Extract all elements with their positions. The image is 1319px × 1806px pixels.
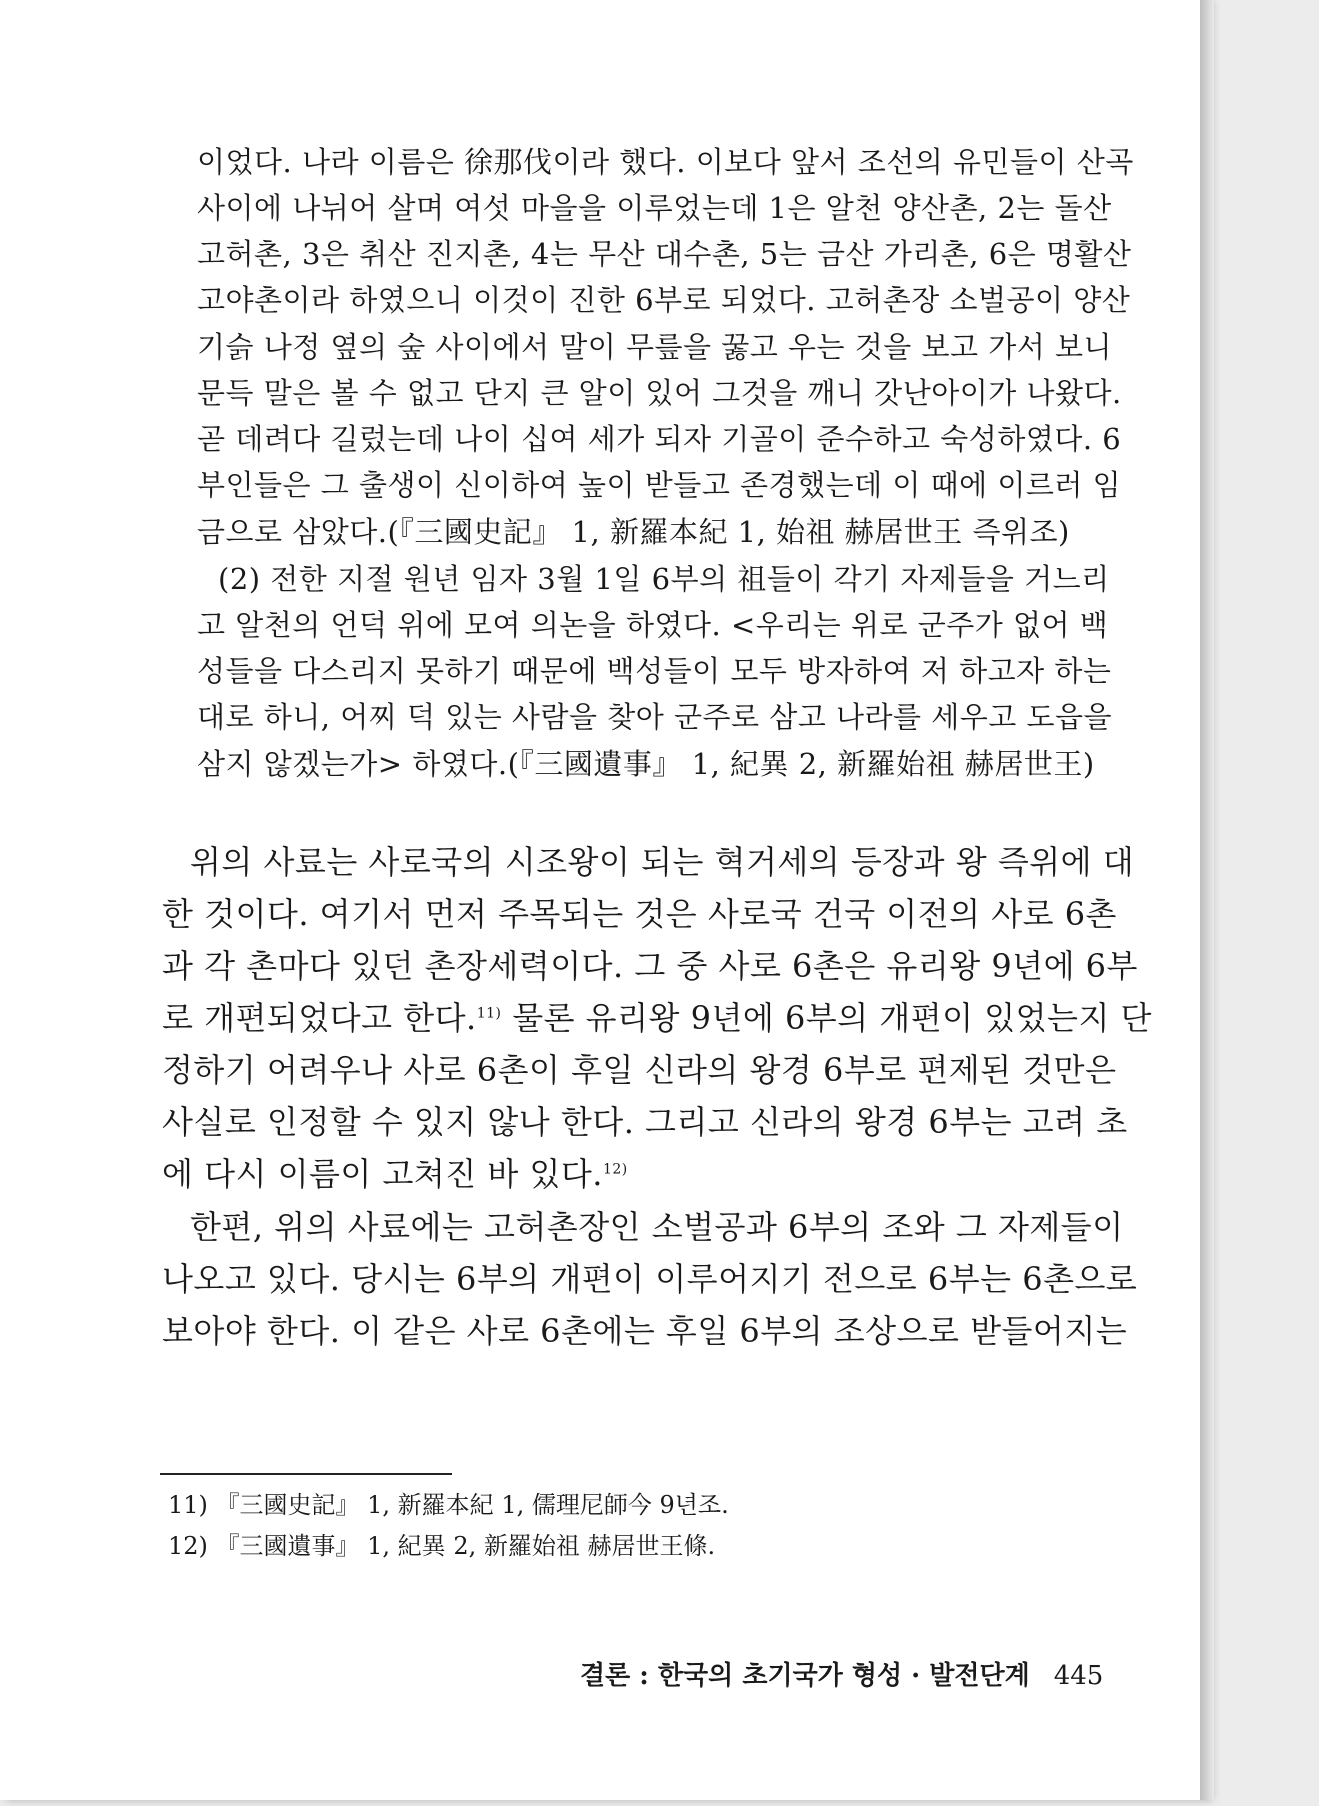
body-line: 보아야 한다. 이 같은 사로 6촌에는 후일 6부의 조상으로 받들어지는 [162,1312,1128,1350]
quote-line: 성들을 다스리지 못하기 때문에 백성들이 모두 방자하여 저 하고자 하는 [197,654,1112,688]
quote-line: (2) 전한 지절 원년 임자 3월 1일 6부의 祖들이 각기 자제들을 거느리 [218,562,1110,596]
body-text: 로 개편되었다고 한다. [162,999,477,1037]
quote-line: 기슭 나정 옆의 숲 사이에서 말이 무릎을 꿇고 우는 것을 보고 가서 보니 [197,330,1113,364]
body-text: 에 다시 이름이 고쳐진 바 있다. [162,1155,603,1193]
body-line: 나오고 있다. 당시는 6부의 개편이 이루어지기 전으로 6부는 6촌으로 [162,1260,1138,1298]
body-line: 한편, 위의 사료에는 고허촌장인 소벌공과 6부의 조와 그 자제들이 [190,1208,1124,1246]
quote-line: 고 알천의 언덕 위에 모여 의논을 하였다. <우리는 위로 군주가 없어 백 [197,608,1109,642]
page-number: 445 [1053,1661,1104,1691]
footnote-rule [160,1473,452,1475]
footnote-ref: 12) [602,1161,628,1178]
quote-line: 이었다. 나라 이름은 徐那伐이라 했다. 이보다 앞서 조선의 유민들이 산곡 [197,145,1134,179]
body-line: 과 각 촌마다 있던 촌장세력이다. 그 중 사로 6촌은 유리왕 9년에 6부 [162,947,1138,985]
running-title: 결론 : 한국의 초기국가 형성 · 발전단계 [580,1661,1030,1691]
quote-line: 고야촌이라 하였으니 이것이 진한 6부로 되었다. 고허촌장 소벌공이 양산 [197,283,1131,317]
quote-line: 금으로 삼았다.(『三國史記』 1, 新羅本紀 1, 始祖 赫居世王 즉위조) [197,515,1070,549]
footnote: 11) 『三國史記』 1, 新羅本紀 1, 儒理尼師今 9년조. [168,1491,729,1519]
footnote: 12) 『三國遺事』 1, 紀異 2, 新羅始祖 赫居世王條. [168,1532,716,1560]
quote-line: 부인들은 그 출생이 신이하여 높이 받들고 존경했는데 이 때에 이르러 임 [197,468,1122,502]
body-line [162,1152,1037,1196]
quote-line: 곧 데려다 길렀는데 나이 십여 세가 되자 기골이 준수하고 숙성하였다. 6 [197,422,1122,456]
body-line: 위의 사료는 사로국의 시조왕이 되는 혁거세의 등장과 왕 즉위에 대 [190,843,1135,881]
body-line [162,996,1152,1040]
quote-line: 문득 말은 볼 수 없고 단지 큰 알이 있어 그것을 깨니 갓난아이가 나왔다. [197,376,1122,410]
quote-line: 대로 하니, 어찌 덕 있는 사람을 찾아 군주로 삼고 나라를 세우고 도읍을 [197,700,1113,734]
body-line: 정하기 어려우나 사로 6촌이 후일 신라의 왕경 6부로 편제된 것만은 [162,1051,1117,1089]
quote-line: 고허촌, 3은 취산 진지촌, 4는 무산 대수촌, 5는 금산 가리촌, 6은 명활산 [197,237,1132,271]
page-edge [1200,0,1214,1800]
body-line: 사실로 인정할 수 있지 않나 한다. 그리고 신라의 왕경 6부는 고려 초 [162,1103,1128,1141]
body-text: 물론 유리왕 9년에 6부의 개편이 있었는지 단 [501,999,1152,1037]
quote-line: 삼지 않겠는가> 하였다.(『三國遺事』 1, 紀異 2, 新羅始祖 赫居世王) [197,747,1095,781]
footnote-ref: 11) [476,1005,502,1022]
quote-line: 사이에 나뉘어 살며 여섯 마을을 이루었는데 1은 알천 양산촌, 2는 돌산 [197,191,1112,225]
body-line: 한 것이다. 여기서 먼저 주목되는 것은 사로국 건국 이전의 사로 6촌 [162,895,1117,933]
running-footer [580,1655,1104,1692]
